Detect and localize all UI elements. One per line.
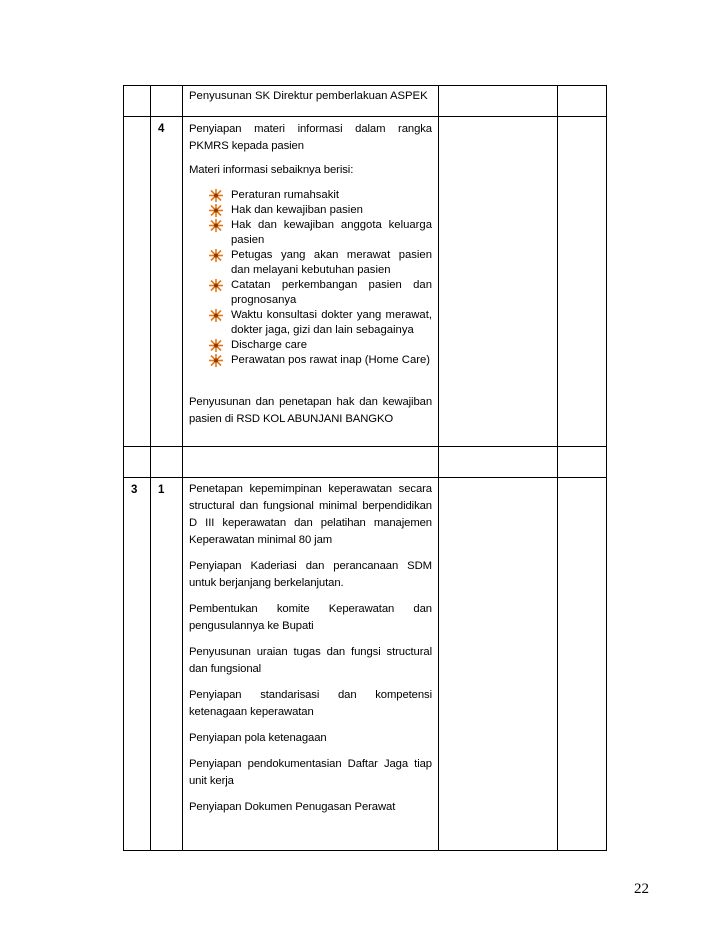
- list-item: Catatan perkembangan pasien dan prognosanya: [231, 278, 432, 308]
- bullet-list: [189, 188, 432, 368]
- list-item: Perawatan pos rawat inap (Home Care): [231, 353, 432, 368]
- list-item: Peraturan rumahsakit: [231, 188, 432, 203]
- table-row: [124, 86, 607, 117]
- star-bullet-icon: [209, 249, 223, 262]
- row-text: Penyusunan SK Direktur pemberlakuan ASPEK: [189, 90, 428, 102]
- item-number: 1: [151, 478, 183, 851]
- paragraph: Penetapan kepemimpinan keperawatan secara structural dan fungsional minimal berpendidikan D III keperawatan dan pelatihan manajemen Keperawatan minimal 80 jam: [189, 483, 432, 546]
- star-bullet-icon: [209, 189, 223, 202]
- paragraph: Materi informasi sebaiknya berisi:: [189, 164, 354, 176]
- star-bullet-icon: [209, 339, 223, 352]
- paragraph: Penyiapan Kaderiasi dan perancanaan SDM untuk berjanjang berkelanjutan.: [189, 560, 432, 589]
- paragraph: Penyusunan uraian tugas dan fungsi structural dan fungsional: [189, 646, 432, 675]
- paragraph: Penyiapan materi informasi dalam rangka PKMRS kepada pasien: [189, 123, 432, 152]
- paragraph: Penyiapan pola ketenagaan: [189, 732, 327, 744]
- table-row: [124, 117, 607, 447]
- list-item: Hak dan kewajiban pasien: [231, 203, 432, 218]
- list-item: Waktu konsultasi dokter yang merawat, dokter jaga, gizi dan lain sebagainya: [231, 308, 432, 338]
- star-bullet-icon: [209, 204, 223, 217]
- star-bullet-icon: [209, 219, 223, 232]
- paragraph: Penyiapan standarisasi dan kompetensi ketenagaan keperawatan: [189, 689, 432, 718]
- paragraph: Penyiapan pendokumentasian Daftar Jaga tiap unit kerja: [189, 758, 432, 787]
- paragraph: Penyiapan Dokumen Penugasan Perawat: [189, 801, 396, 813]
- page-number: 22: [634, 881, 649, 897]
- star-bullet-icon: [209, 309, 223, 322]
- list-item: Hak dan kewajiban anggota keluarga pasien: [231, 218, 432, 248]
- list-item: Discharge care: [231, 338, 432, 353]
- list-item: Petugas yang akan merawat pasien dan melayani kebutuhan pasien: [231, 248, 432, 278]
- paragraph: Penyusunan dan penetapan hak dan kewajiban pasien di RSD KOL ABUNJANI BANGKO: [189, 396, 432, 425]
- section-number: 3: [124, 478, 151, 851]
- plan-table: [123, 85, 607, 851]
- table-row: [124, 478, 607, 851]
- item-number: 4: [151, 117, 183, 447]
- star-bullet-icon: [209, 354, 223, 367]
- paragraph: Pembentukan komite Keperawatan dan pengusulannya ke Bupati: [189, 603, 432, 632]
- table-row: [124, 447, 607, 478]
- star-bullet-icon: [209, 279, 223, 292]
